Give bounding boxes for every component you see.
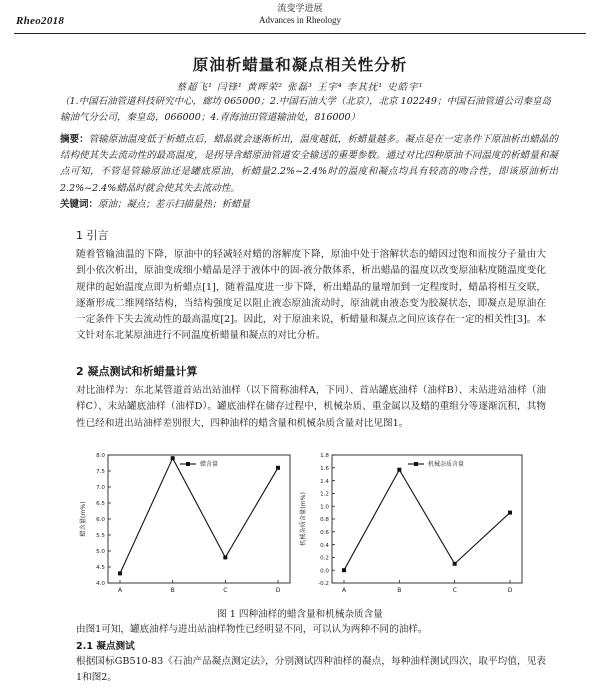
subsection-2-1-heading: 2.1 凝点测试 [76,641,135,652]
section-2-body: 对比油样为：东北某管道首站出站油样（以下简称油样A，下同）、首站罐底油样（油样B）、末站进站油样（油样C）、末站罐底油样（油样D）。罐底油样在储存过程中，机械杂质、重金属以及蜡的重组分等逐渐沉积，其物性已经和进出站油样差别很大，四种油样的蜡含量和机械杂质含量对比见图1。 [76,385,546,429]
figure-caption: 图 1 四种油样的蜡含量和机械杂质含量 [217,609,383,620]
data-point [342,568,346,572]
y-tick-label: 1.8 [320,453,329,460]
y-tick-label: 6.0 [96,517,105,524]
y-tick-label: 1.0 [320,504,329,511]
journal-name-cn: 流变学进展 [277,4,323,14]
data-point [118,571,122,575]
y-tick-label: 0.0 [320,568,329,575]
author-list: 蔡超飞¹ 闫锋¹ 黄晖荣² 张磊³ 王宇⁴ 李其抚¹ 史皓宇¹ [176,82,424,93]
plot-frame [332,455,522,583]
series-line [120,458,278,573]
x-tick-label: B [397,587,402,594]
y-tick-label: 7.5 [96,469,105,476]
y-axis-label: 机械杂质含量(m%) [300,492,307,546]
abstract-label: 摘要： [60,134,89,145]
subsection-2-1-body: 根据国标GB510-83《石油产品凝点测定法》，分别测试四种油样的凝点，每种油样测试四次，取平均值，见表1和图2。 [76,656,546,684]
legend-label: 机械杂质含量 [428,461,465,469]
y-tick-label: 4.5 [96,565,105,572]
y-tick-label: 4.0 [96,581,105,588]
affiliations: （1.中国石油管道科技研究中心，廊坊 065000；2.中国石油大学（北京），北京 102249；中国石油管道公司秦皇岛输油气分公司，秦皇岛，066000；4.青海油田管道输油处，816000） [60,96,551,123]
x-tick-label: A [117,587,123,594]
x-tick-label: D [275,587,281,594]
keywords-text: 原油；凝点；差示扫描量热；析蜡量 [98,198,251,210]
x-tick-label: D [507,587,513,594]
abstract [60,132,558,213]
section-1-body: 随着管输油温的下降，原油中的轻减轻对蜡的溶解度下降，原油中处于溶解状态的蜡因过饱和而按分子量由大到小依次析出，原油变成细小蜡晶是浮于液体中的固-液分散体系，析出蜡晶的温度以改变原油粘度随温度变化规律的起始温度点即为析蜡点[1]，随着温度进一步下降，析出蜡晶的量增加到一定程度时，蜡晶将相互交联，逐渐形成二维网络结构，当结构强度足以阻止液态原油流动时，原油就由液态变为胶凝状态，即凝点是原油在一定条件下失去流动性的最高温度[2]。因此，对于原油来说，析蜡量和凝点之间应该存在一定的相关性[3]。本文针对东北某原油进行不同温度析蜡量和凝点的对比分析。 [76,249,546,342]
data-point [276,466,280,470]
y-axis-label: 蜡含量(m%) [80,501,87,537]
legend-marker [186,462,190,466]
data-point [171,456,175,460]
impurity-content-chart [296,445,546,605]
legend-label: 蜡含量 [200,461,219,469]
y-tick-label: 0.8 [320,517,329,524]
x-tick-label: A [341,587,347,594]
journal-name-en: Advances in Rheology [259,15,341,25]
y-tick-label: 8.0 [96,453,105,460]
y-tick-label: 5.0 [96,549,105,556]
data-point [223,555,227,559]
y-tick-label: 6.5 [96,501,105,508]
section-1-heading: 1 引言 [76,229,109,242]
section-2-heading: 2 凝点测试和析蜡量计算 [76,365,198,378]
y-tick-label: 0.6 [320,530,329,536]
abstract-text: 管输原油温度低于析蜡点后，蜡晶就会逐渐析出，温度越低，析蜡量越多。凝点是在一定条件下原油析出蜡晶的结构使其失去流动性的最高温度，是拐导含蜡原油管道安全输送的重要参数。通过对比四种原油不同温度的析蜡量和凝点可知，不管是管输原油还是罐底原油，析蜡量2.2%~2.4%时的温度和凝点均具有较高的吻合性，即该原油析出2.2%~2.4%蜡晶时就会使其失去流动性。 [60,134,558,194]
legend-marker [414,462,418,466]
data-point [453,562,457,566]
plot-frame [108,455,290,583]
figure-discussion: 由图1可知，罐底油样与进出站油样物性已经明显不同，可以认为两种不同的油样。 [76,624,428,635]
y-tick-label: 1.4 [320,478,329,485]
header-rule [14,33,586,34]
y-tick-label: 1.2 [320,491,329,498]
y-tick-label: -0.2 [318,581,329,588]
data-point [508,511,512,515]
y-tick-label: 5.5 [96,533,105,540]
y-tick-label: 7.0 [96,485,105,492]
x-tick-label: B [170,587,175,594]
series-line [344,470,510,570]
running-header [200,4,400,26]
x-tick-label: C [452,587,457,594]
paper-title: 原油析蜡量和凝点相关性分析 [192,56,408,74]
y-tick-label: 0.2 [320,555,329,562]
y-tick-label: 1.6 [320,466,329,472]
journal-logo: Rheo2018 [16,15,65,27]
x-tick-label: C [223,587,228,594]
keywords-label: 关键词： [60,198,99,210]
data-point [397,468,401,472]
wax-content-chart [76,445,312,605]
y-tick-label: 0.4 [320,542,329,549]
